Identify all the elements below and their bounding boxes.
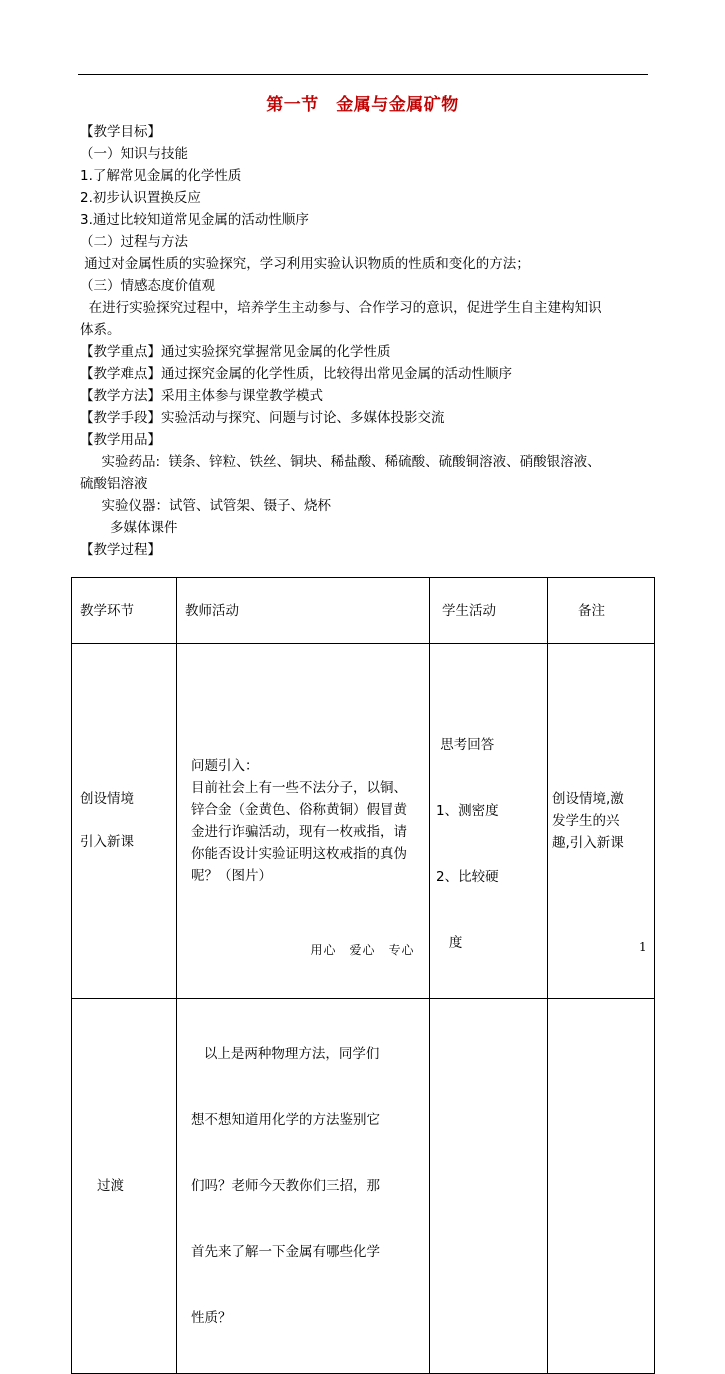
text-line: 【教学目标】 [80,124,161,140]
text-line: 3.通过比较知道常见金属的活动性顺序 [80,212,309,228]
text-line: 【教学手段】实验活动与探究、问题与讨论、多媒体投影交流 [80,410,445,426]
header-stage: 教学环节 [72,578,177,644]
header-rule [78,74,648,75]
row2-student [430,999,548,1374]
text-line: 实验仪器：试管、试管架、镊子、烧杯 [80,498,331,514]
row2-note [548,999,655,1374]
text-line: （二）过程与方法 [80,234,188,250]
row1-note: 创设情境,激 发学生的兴 趣,引入新课 [548,644,655,999]
header-student: 学生活动 [430,578,548,644]
text-line: （一）知识与技能 [80,146,188,162]
text-line: 实验药品: 镁条、锌粒、铁丝、铜块、稀盐酸、稀硫酸、硫酸铜溶液、硝酸银溶液、 [80,454,601,470]
text-line: 【教学用品】 [80,432,161,448]
table-row [72,999,655,1374]
text-line: 【教学方法】采用主体参与课堂教学模式 [80,388,323,404]
text-line: 在进行实验探究过程中，培养学生主动参与、合作学习的意识，促进学生自主建构知识 [80,300,602,316]
text-line: 2.初步认识置换反应 [80,190,201,206]
row1-teacher: 问题引入： 目前社会上有一些不法分子，以铜、 锌合金（金黄色、俗称黄铜）假冒黄 金进行诈骗活动，现有一枚戒指，请 你能否设计实验证明这枚戒指的真伪 呢？（图片） [177,644,430,999]
row1-student: 思考回答 1、测密度 2、比较硬 度 [430,644,548,999]
page-footer: 用心 爱心 专心 [310,943,415,957]
table-header-row [72,578,655,644]
text-line: 【教学过程】 [80,542,161,558]
lesson-table [71,577,655,1374]
text-line: 多媒体课件 [80,520,178,536]
row1-stage: 创设情境 引入新课 [72,644,177,999]
header-note: 备注 [548,578,655,644]
text-line: 硫酸铝溶液 [80,476,148,492]
text-line: 1.了解常见金属的化学性质 [80,168,242,184]
row2-teacher: 以上是两种物理方法，同学们 想不想知道用化学的方法鉴别它 们吗？老师今天教你们三招，那 首先来了解一下金属有哪些化学 性质？ [177,999,430,1374]
row2-stage: 过渡 [72,999,177,1374]
text-line: 体系。 [80,322,121,338]
header-teacher: 教师活动 [177,578,430,644]
text-line: 通过对金属性质的实验探究，学习利用实验认识物质的性质和变化的方法； [80,256,530,272]
text-line: 【教学难点】通过探究金属的化学性质，比较得出常见金属的活动性顺序 [80,366,512,382]
page-number: 1 [639,940,647,954]
text-line: （三）情感态度价值观 [80,278,215,294]
page-title: 第一节 金属与金属矿物 [266,95,459,115]
text-line: 【教学重点】通过实验探究掌握常见金属的化学性质 [80,344,391,360]
